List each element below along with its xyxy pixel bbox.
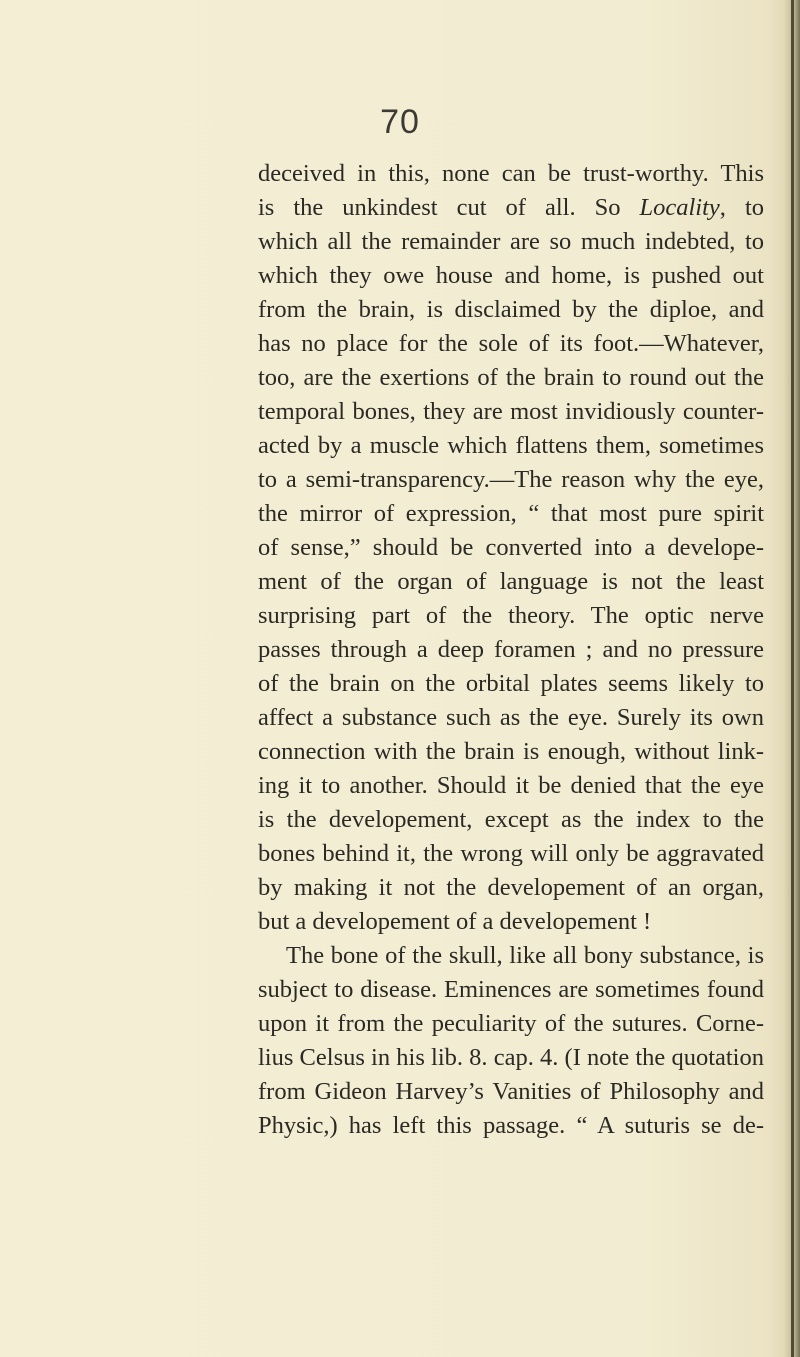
text-line: acted by a muscle which flattens them, sometimes <box>258 432 764 459</box>
text-line: lius Celsus in his lib. 8. cap. 4. (I note the quotation <box>258 1044 764 1071</box>
text-line: which they owe house and home, is pushed out <box>258 262 764 289</box>
text-line: too, are the exertions of the brain to round out the <box>258 364 764 391</box>
italic-term: Locality <box>639 194 720 221</box>
text-line: The bone of the skull, like all bony substance, is <box>286 942 764 969</box>
text-line: Physic,) has left this passage. “ A suturis se de- <box>258 1112 764 1139</box>
text-line: upon it from the peculiarity of the sutures. Corne- <box>258 1010 764 1037</box>
text-line: but a developement of a developement ! <box>258 908 652 935</box>
text-line: deceived in this, none can be trust-worthy. This <box>258 160 764 187</box>
text-line: is the developement, except as the index to the <box>258 806 764 833</box>
text-line: bones behind it, the wrong will only be aggravated <box>258 840 764 867</box>
text-line: ment of the organ of language is not the least <box>258 568 764 595</box>
text-line: by making it not the developement of an organ, <box>258 874 764 901</box>
text-line: to a semi-transparency.—The reason why the eye, <box>258 466 764 493</box>
text-line: from Gideon Harvey’s Vanities of Philosophy and <box>258 1078 764 1105</box>
text-line: of the brain on the orbital plates seems likely to <box>258 670 764 697</box>
text-line: affect a substance such as the eye. Surely its own <box>258 704 764 731</box>
text-line: temporal bones, they are most invidiously counter- <box>258 398 764 425</box>
text-line: ing it to another. Should it be denied that the eye <box>258 772 764 799</box>
text-line: the mirror of expression, “ that most pure spirit <box>258 500 764 527</box>
text-line: connection with the brain is enough, without link- <box>258 738 764 765</box>
text-line: of sense,” should be converted into a develope- <box>258 534 764 561</box>
page-edge-line <box>791 0 794 1357</box>
text-line: from the brain, is disclaimed by the diploe, and <box>258 296 764 323</box>
text-line: has no place for the sole of its foot.—Whatever, <box>258 330 764 357</box>
text-line: subject to disease. Eminences are sometimes found <box>258 976 764 1003</box>
text-line: which all the remainder are so much indebted, to <box>258 228 764 255</box>
page-number: 70 <box>380 103 420 141</box>
text-line: surprising part of the theory. The optic nerve <box>258 602 764 629</box>
text-line: is the unkindest cut of all. So Locality, to <box>258 194 764 221</box>
text-line: passes through a deep foramen ; and no pressure <box>258 636 764 663</box>
